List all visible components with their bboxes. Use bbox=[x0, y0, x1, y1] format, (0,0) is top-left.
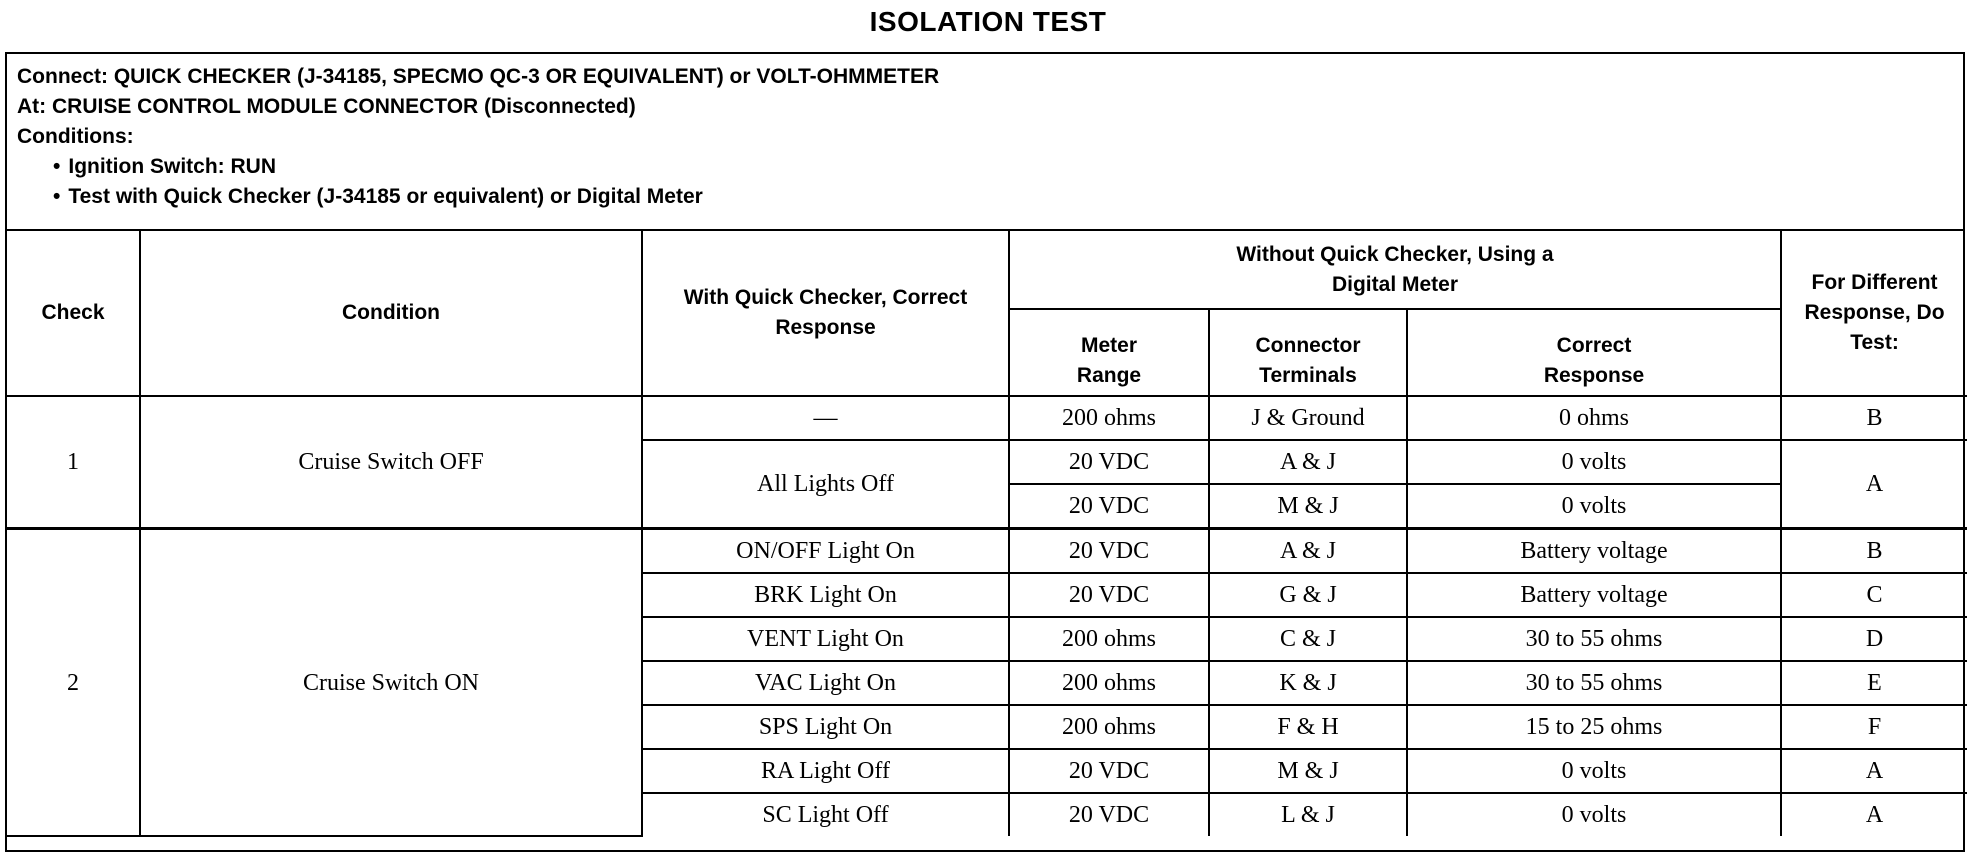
meter-range-cell: 20 VDC bbox=[1009, 484, 1209, 529]
correct-response-cell: 30 to 55 ohms bbox=[1407, 661, 1781, 705]
connect-line: Connect: QUICK CHECKER (J-34185, SPECMO QC-3 OR EQUIVALENT) or VOLT-OHMMETER bbox=[17, 65, 940, 88]
column-header-condition: Condition bbox=[140, 231, 642, 396]
column-header-quick-checker: With Quick Checker, Correct Response bbox=[642, 231, 1009, 396]
quick-checker-response: VENT Light On bbox=[642, 617, 1009, 661]
quick-checker-response: ON/OFF Light On bbox=[642, 529, 1009, 574]
test-letter-cell: B bbox=[1781, 396, 1967, 440]
condition-cell: Cruise Switch ON bbox=[140, 529, 642, 837]
correct-response-cell: 15 to 25 ohms bbox=[1407, 705, 1781, 749]
check-number: 2 bbox=[7, 529, 140, 837]
connector-terminals-cell: A & J bbox=[1209, 440, 1407, 484]
quick-checker-response: All Lights Off bbox=[642, 440, 1009, 529]
connector-terminals-cell: G & J bbox=[1209, 573, 1407, 617]
meter-range-cell: 20 VDC bbox=[1009, 440, 1209, 484]
correct-response-cell: Battery voltage bbox=[1407, 573, 1781, 617]
table-row bbox=[7, 396, 1967, 440]
column-header-correct-response: Correct Response bbox=[1407, 309, 1781, 396]
meter-range-cell: 20 VDC bbox=[1009, 529, 1209, 574]
quick-checker-response: SC Light Off bbox=[642, 793, 1009, 836]
connector-terminals-cell: C & J bbox=[1209, 617, 1407, 661]
correct-response-cell: 0 volts bbox=[1407, 749, 1781, 793]
test-letter-cell: B bbox=[1781, 529, 1967, 574]
at-line: At: CRUISE CONTROL MODULE CONNECTOR (Disconnected) bbox=[17, 95, 636, 118]
isolation-test-frame bbox=[5, 52, 1965, 852]
connector-terminals-cell: L & J bbox=[1209, 793, 1407, 836]
page-title: ISOLATION TEST bbox=[869, 6, 1107, 37]
meter-range-cell: 200 ohms bbox=[1009, 617, 1209, 661]
correct-response-cell: 0 volts bbox=[1407, 484, 1781, 529]
quick-checker-response: BRK Light On bbox=[642, 573, 1009, 617]
column-header-without-quick-checker: Without Quick Checker, Using a Digital Meter bbox=[1009, 231, 1781, 309]
test-letter-cell: A bbox=[1781, 793, 1967, 836]
test-letter-cell: D bbox=[1781, 617, 1967, 661]
condition-bullet: • Test with Quick Checker (J-34185 or equivalent) or Digital Meter bbox=[17, 182, 1963, 212]
table-row bbox=[7, 529, 1967, 574]
connector-terminals-cell: A & J bbox=[1209, 529, 1407, 574]
column-header-meter-range: Meter Range bbox=[1009, 309, 1209, 396]
condition-cell: Cruise Switch OFF bbox=[140, 396, 642, 529]
connector-terminals-cell: K & J bbox=[1209, 661, 1407, 705]
connector-terminals-cell: J & Ground bbox=[1209, 396, 1407, 440]
column-header-check: Check bbox=[7, 231, 140, 396]
check-number: 1 bbox=[7, 396, 140, 529]
meter-range-cell: 200 ohms bbox=[1009, 705, 1209, 749]
connector-terminals-cell: M & J bbox=[1209, 484, 1407, 529]
connector-terminals-cell: F & H bbox=[1209, 705, 1407, 749]
correct-response-cell: 30 to 55 ohms bbox=[1407, 617, 1781, 661]
conditions-label: Conditions: bbox=[17, 125, 134, 148]
correct-response-cell: 0 volts bbox=[1407, 440, 1781, 484]
meter-range-cell: 20 VDC bbox=[1009, 793, 1209, 836]
connector-terminals-cell: M & J bbox=[1209, 749, 1407, 793]
condition-bullet: • Ignition Switch: RUN bbox=[17, 152, 1963, 182]
meter-range-cell: 200 ohms bbox=[1009, 396, 1209, 440]
test-letter-cell: F bbox=[1781, 705, 1967, 749]
meter-range-cell: 20 VDC bbox=[1009, 573, 1209, 617]
isolation-test-table bbox=[7, 231, 1967, 837]
test-letter-cell: C bbox=[1781, 573, 1967, 617]
quick-checker-response: VAC Light On bbox=[642, 661, 1009, 705]
correct-response-cell: Battery voltage bbox=[1407, 529, 1781, 574]
quick-checker-response: RA Light Off bbox=[642, 749, 1009, 793]
column-header-connector-terminals: Connector Terminals bbox=[1209, 309, 1407, 396]
quick-checker-response: — bbox=[642, 396, 1009, 440]
test-letter-cell: A bbox=[1781, 749, 1967, 793]
correct-response-cell: 0 volts bbox=[1407, 793, 1781, 836]
test-letter-cell: E bbox=[1781, 661, 1967, 705]
meter-range-cell: 200 ohms bbox=[1009, 661, 1209, 705]
quick-checker-response: SPS Light On bbox=[642, 705, 1009, 749]
test-setup-header bbox=[7, 54, 1963, 231]
test-letter-cell: A bbox=[1781, 440, 1967, 529]
column-header-different-response: For Different Response, Do Test: bbox=[1781, 231, 1967, 396]
meter-range-cell: 20 VDC bbox=[1009, 749, 1209, 793]
correct-response-cell: 0 ohms bbox=[1407, 396, 1781, 440]
